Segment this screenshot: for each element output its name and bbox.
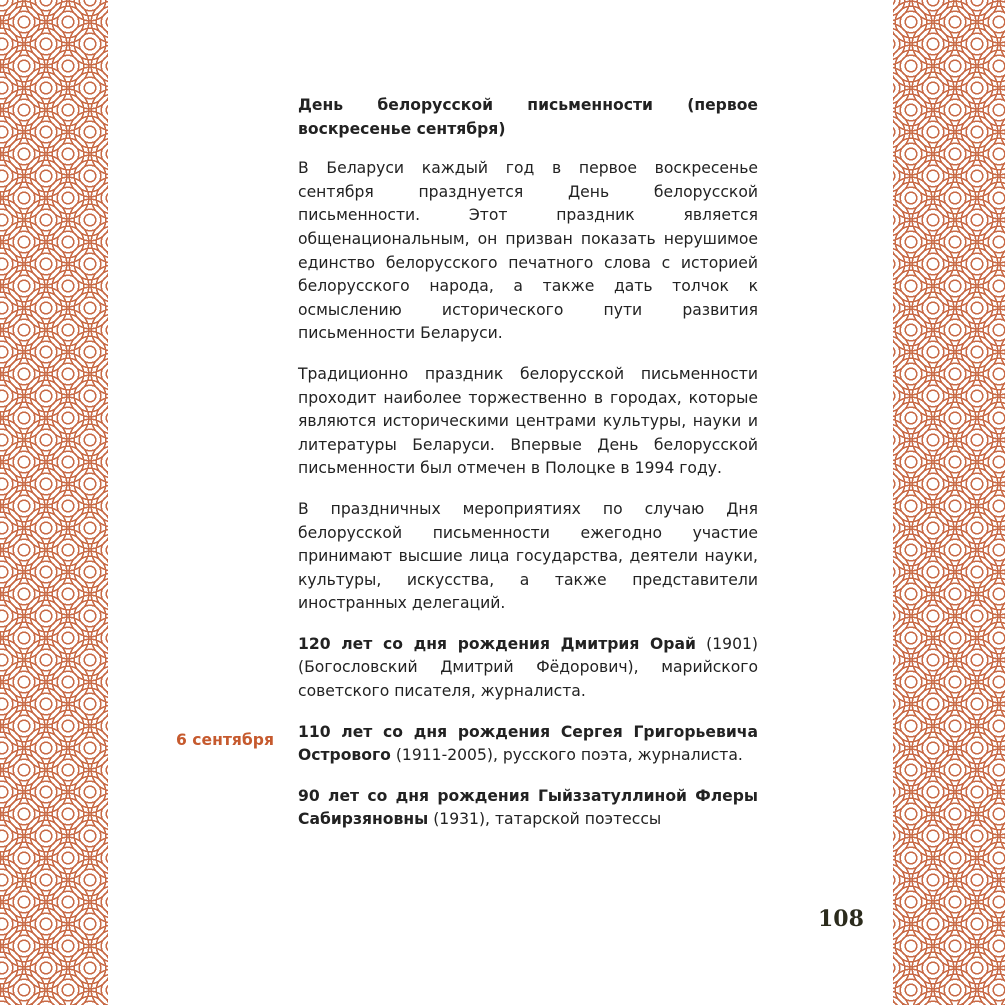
entry-title: 120 лет со дня рождения Дмитрия Орай <box>298 634 696 653</box>
anniversary-entry <box>298 721 758 768</box>
page-number: 108 <box>818 906 864 932</box>
anniversary-entry <box>298 633 758 704</box>
paragraph: В Беларуси каждый год в первое воскресенье сентября празднуется День белорусской письменности. Этот праздник является общенациональным, он призван показать нерушимое единство белорусского печатного слова с историей белорусского народа, а также дать толчок к осмыслению исторического пути развития письменности Беларуси. <box>298 159 758 343</box>
entry-title: 90 лет со дня рождения Гыйззатуллиной Флеры Сабирзяновны <box>298 786 758 829</box>
section-heading: День белорусской письменности (первое воскресенье сентября) <box>298 96 758 138</box>
entry-text: (1901) (Богословский Дмитрий Фёдорович), марийского советского писателя, журналиста. <box>298 634 758 701</box>
entry-text: (1911-2005), русского поэта, журналиста. <box>390 746 743 765</box>
ornament-border-right <box>893 0 1005 1005</box>
entry-title: 110 лет со дня рождения Сергея Григорьевича Острового <box>298 722 758 765</box>
paragraph: В праздничных мероприятиях по случаю Дня белорусской письменности ежегодно участие принимают высшие лица государства, деятели науки, культуры, искусства, а также представители иностранных делегаций. <box>298 499 758 613</box>
paragraph: Традиционно праздник белорусской письменности проходит наиболее торжественно в городах, которые являются историческими центрами культуры, науки и литературы Беларуси. Впервые День белорусской письменности был отмечен в Полоцке в 1994 году. <box>298 364 758 478</box>
date-label: 6 сентября <box>176 731 274 749</box>
ornament-border-left <box>0 0 108 1005</box>
entry-text: (1931), татарской поэтессы <box>428 810 662 829</box>
page-content <box>298 94 758 849</box>
anniversary-entry <box>298 785 758 832</box>
